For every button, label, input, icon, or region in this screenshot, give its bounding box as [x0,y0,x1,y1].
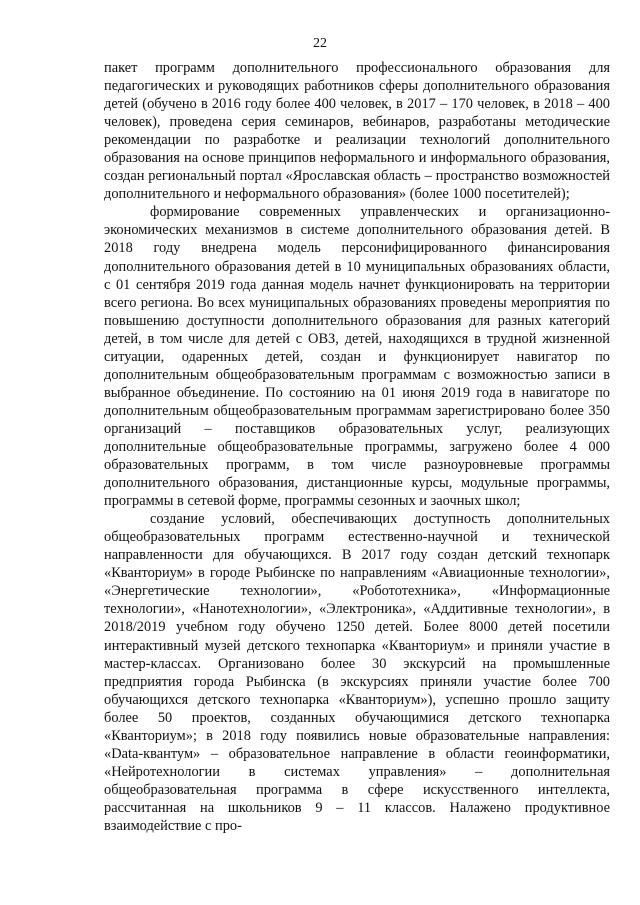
body-text [104,59,610,835]
paragraph-technical-programs: создание условий, обеспечивающих доступность дополнительных общеобразовательных программ естественно-научной и технической направленности для обучающихся. В 2017 году создан детский технопарк «Кванториум» в городе Рыбинске по направлениям «Авиационные технологии», «Энергетические технологии», «Робототехника», «Информационные технологии», «Нанотехнологии», «Электроника», «Аддитивные технологии», в 2018/2019 учебном году обучено 1250 детей. Более 8000 детей посетили интерактивный музей детского технопарка «Кванториум» и приняли участие в мастер-классах. Организовано более 30 экскурсий на промышленные предприятия города Рыбинска (в экскурсиях приняли участие более 700 обучающихся детского технопарка «Кванториум»), успешно прошло защиту более 50 проектов, созданных обучающимися детского технопарка «Кванториум»; в 2018 году появились новые образовательные направления: «Data-квантум» – образовательное направление в области геоинформатики, «Нейротехнологии в системах управления» – дополнительная общеобразовательная программа в сфере искусственного интеллекта, рассчитанная на школьников 9 – 11 классов. Налажено продуктивное взаимодействие с про- [104,511,610,834]
paragraph-continuation: пакет программ дополнительного профессионального образования для педагогических и руководящих работников сферы дополнительного образования детей (обучено в 2016 году более 400 человек, в 2017 – 170 человек, в 2018 – 400 человек), проведена серия семинаров, вебинаров, разработаны методические рекомендации по разработке и реализации технологий дополнительного образования на основе принципов неформального и информального образования, создан региональный портал «Ярославская область – пространство возможностей дополнительного и неформального образования» (более 1000 посетителей); [104,60,610,203]
paragraph-management-mechanisms: формирование современных управленческих и организационно-экономических механизмов в системе дополнительного образования детей. В 2018 году внедрена модель персонифицированного финансирования дополнительного образования детей в 10 муниципальных образованиях области, с 01 сентября 2019 года данная модель начнет функционировать на территории всего региона. Во всех муниципальных образованиях проведены мероприятия по повышению доступности дополнительного образования для разных категорий детей, в том числе для детей с ОВЗ, детей, находящихся в трудной жизненной ситуации, одаренных детей, создан и функционирует навигатор по дополнительным общеобразовательным программам с возможностью записи в выбранное объединение. По состоянию на 01 июня 2019 года в навигаторе по дополнительным общеобразовательным программам зарегистрировано более 350 организаций – поставщиков образовательных услуг, реализующих дополнительные общеобразовательные программы, загружено более 4 000 образовательных программ, в том числе разноуровневые программы дополнительного образования, дистанционные курсы, модульные программы, программы в сетевой форме, программы сезонных и заочных школ; [104,204,610,510]
page-number: 22 [313,36,327,51]
